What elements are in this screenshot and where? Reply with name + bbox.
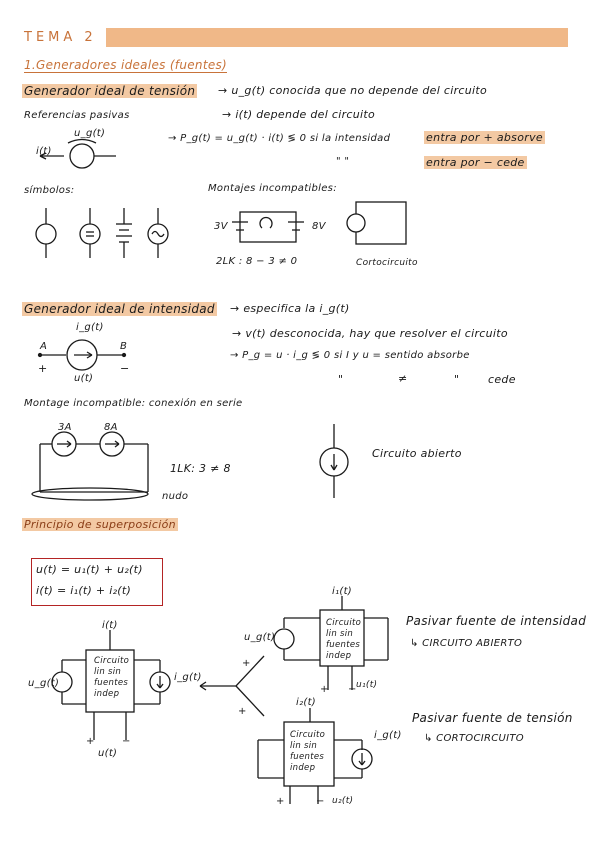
voltage-line4-hl: entra por − cede	[426, 156, 525, 169]
note-pasivar-intensidad: Pasivar fuente de intensidad	[406, 614, 587, 628]
open-circuit-label: Circuito abierto	[372, 447, 462, 460]
bottom-plus: +	[276, 796, 285, 807]
voltage-line1: → u_g(t) conocida que no depende del circuito	[218, 84, 488, 97]
voltage-source-passive	[40, 140, 116, 169]
main-i-label: i(t)	[102, 620, 118, 631]
incompatible-label: Montajes incompatibles:	[208, 183, 337, 194]
main-plus: +	[86, 736, 95, 747]
voltage-line3-hl: entra por + absorve	[426, 131, 543, 144]
v1-label: 3V	[214, 221, 228, 232]
top-plus: +	[320, 684, 329, 695]
label-i: i(t)	[36, 146, 52, 157]
node-label: nudo	[162, 491, 189, 502]
main-circuit	[52, 630, 170, 740]
not-equal: ≠	[398, 372, 408, 385]
bottom-ig-label: i_g(t)	[374, 730, 402, 741]
kvl-equation: 2LK : 8 − 3 ≠ 0	[216, 256, 298, 267]
series-current-sources	[32, 432, 148, 500]
kcl-equation: 1LK: 3 ≠ 8	[170, 462, 231, 475]
branch-plus-bottom: +	[238, 706, 247, 717]
label-ig: i_g(t)	[76, 322, 104, 333]
label-B: B	[120, 341, 128, 352]
voltage-line2: → i(t) depende del circuito	[222, 108, 376, 121]
bottom-minus: −	[316, 796, 325, 807]
short-circuit-label: Cortocircuito	[356, 258, 418, 268]
current-gen-heading: Generador ideal de intensidad	[24, 302, 215, 316]
main-u-label: u(t)	[98, 748, 118, 759]
superposition-heading: Principio de superposición	[24, 518, 176, 531]
cede-label: cede	[488, 373, 516, 386]
ditto-a: "	[338, 373, 344, 386]
top-block-text: Circuito lin sin fuentes indep	[326, 618, 362, 661]
label-minus-b: −	[120, 362, 130, 375]
equation-u: u(t) = u₁(t) + u₂(t)	[36, 563, 143, 576]
main-ug-label: u_g(t)	[28, 678, 60, 689]
top-u-label: u₁(t)	[356, 680, 378, 690]
ditto-marks: " "	[336, 156, 350, 167]
i2-label: 8A	[104, 422, 118, 433]
current-line1: → especifica la i_g(t)	[230, 302, 350, 315]
source-symbols	[36, 208, 168, 258]
note-pasivar-tension: Pasivar fuente de tensión	[412, 711, 573, 725]
page-title: TEMA 2	[24, 30, 97, 45]
ditto-c: "	[454, 373, 460, 386]
voltage-line3: → P_g(t) = u_g(t) · i(t) ≶ 0 si la intensidad	[168, 133, 391, 144]
label-plus-a: +	[38, 362, 48, 375]
main-minus: −	[122, 736, 131, 747]
parallel-voltage-sources	[232, 212, 304, 242]
bottom-block-text: Circuito lin sin fuentes indep	[290, 730, 326, 773]
voltage-gen-heading: Generador ideal de tensión	[24, 84, 196, 98]
main-ig-label: i_g(t)	[174, 672, 202, 683]
equation-i: i(t) = i₁(t) + i₂(t)	[36, 584, 132, 597]
short-circuit-drawing	[347, 202, 406, 244]
branch-plus-top: +	[242, 658, 251, 669]
label-A: A	[40, 341, 48, 352]
i1-label: 3A	[58, 422, 72, 433]
series-incompatible-label: Montage incompatible: conexión en serie	[24, 398, 243, 409]
branch-arrows	[200, 656, 264, 716]
bottom-u-label: u₂(t)	[332, 796, 354, 806]
current-line2: → v(t) desconocida, hay que resolver el circuito	[232, 327, 508, 340]
passive-refs: Referencias pasivas	[24, 110, 130, 121]
label-ug: u_g(t)	[74, 128, 106, 139]
top-ug-label: u_g(t)	[244, 632, 276, 643]
open-circuit-drawing	[320, 424, 348, 498]
bottom-i-label: i₂(t)	[296, 697, 317, 708]
section-title: 1.Generadores ideales (fuentes)	[24, 58, 228, 72]
main-block-text: Circuito lin sin fuentes indep	[94, 656, 130, 699]
v2-label: 8V	[312, 221, 326, 232]
top-i-label: i₁(t)	[332, 586, 353, 597]
top-minus: −	[348, 684, 357, 695]
bottom-subcircuit	[258, 708, 372, 804]
label-u: u(t)	[74, 373, 94, 384]
current-source-drawing	[39, 340, 126, 370]
top-subcircuit	[274, 596, 388, 690]
note-circuito-abierto: ↳ CIRCUITO ABIERTO	[410, 638, 523, 649]
symbols-label: símbolos:	[24, 185, 75, 196]
current-line3: → P_g = u · i_g ≶ 0 si I y u = sentido absorbe	[230, 350, 470, 361]
note-cortocircuito: ↳ CORTOCIRCUITO	[424, 733, 524, 744]
